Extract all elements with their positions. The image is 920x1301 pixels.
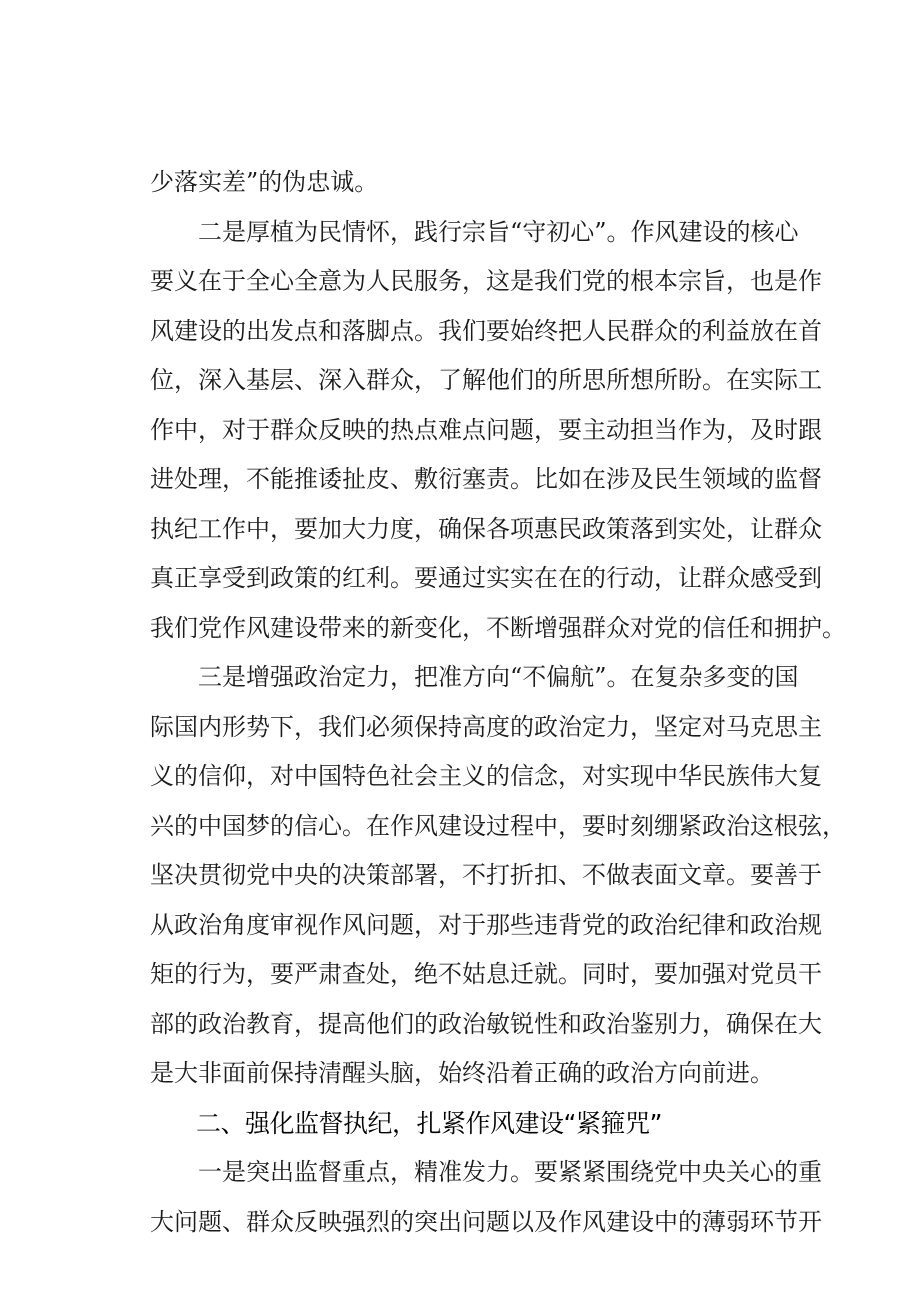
- text-line: 少落实差”的伪忠诚。: [150, 168, 379, 196]
- text-line: 义的信仰，对中国特色社会主义的信念，对实现中华民族伟大复: [150, 762, 822, 790]
- text-line: 我们党作风建设带来的新变化，不断增强群众对党的信任和拥护。: [150, 613, 846, 642]
- text-line: 兴的中国梦的信心。在作风建设过程中，要时刻绷紧政治这根弦，: [150, 811, 846, 840]
- text-line: 矩的行为，要严肃查处，绝不姑息迁就。同时，要加强对党员干: [150, 960, 822, 988]
- text-line: 执纪工作中，要加大力度，确保各项惠民政策落到实处，让群众: [150, 514, 822, 543]
- text-line: 位，深入基层、深入群众，了解他们的所思所想所盼。在实际工: [150, 366, 822, 394]
- text-line: 要义在于全心全意为人民服务，这是我们党的根本宗旨，也是作: [150, 267, 822, 295]
- text-line: 际国内形势下，我们必须保持高度的政治定力，坚定对马克思主: [150, 712, 822, 741]
- document-body: [150, 158, 846, 1247]
- text-line: 部的政治教育，提高他们的政治敏锐性和政治鉴别力，确保在大: [150, 1009, 822, 1038]
- paragraph-start-line: 一是突出监督重点，精准发力。要紧紧围绕党中央关心的重: [198, 1158, 822, 1186]
- paragraph-start-line: 二是厚植为民情怀，践行宗旨“守初心”。作风建设的核心: [198, 217, 799, 246]
- text-line: 从政治角度审视作风问题，对于那些违背党的政治纪律和政治规: [150, 910, 822, 939]
- text-line: 进处理，不能推诿扯皮、敷衍塞责。比如在涉及民生领域的监督: [150, 465, 822, 493]
- paragraph-start-line: 三是增强政治定力，把准方向“不偏航”。在复杂多变的国: [198, 663, 799, 691]
- text-line: 是大非面前保持清醒头脑，始终沿着正确的政治方向前进。: [150, 1059, 774, 1087]
- text-line: 作中，对于群众反映的热点难点问题，要主动担当作为，及时跟: [150, 415, 822, 444]
- text-line: 大问题、群众反映强烈的突出问题以及作风建设中的薄弱环节开: [150, 1207, 822, 1236]
- text-line: 真正享受到政策的红利。要通过实实在在的行动，让群众感受到: [150, 564, 822, 592]
- text-line: 坚决贯彻党中央的决策部署，不打折扣、不做表面文章。要善于: [150, 861, 822, 889]
- section-heading: 二、强化监督执纪，扎紧作风建设“紧箍咒”: [196, 1108, 662, 1138]
- text-line: 风建设的出发点和落脚点。我们要始终把人民群众的利益放在首: [150, 316, 822, 345]
